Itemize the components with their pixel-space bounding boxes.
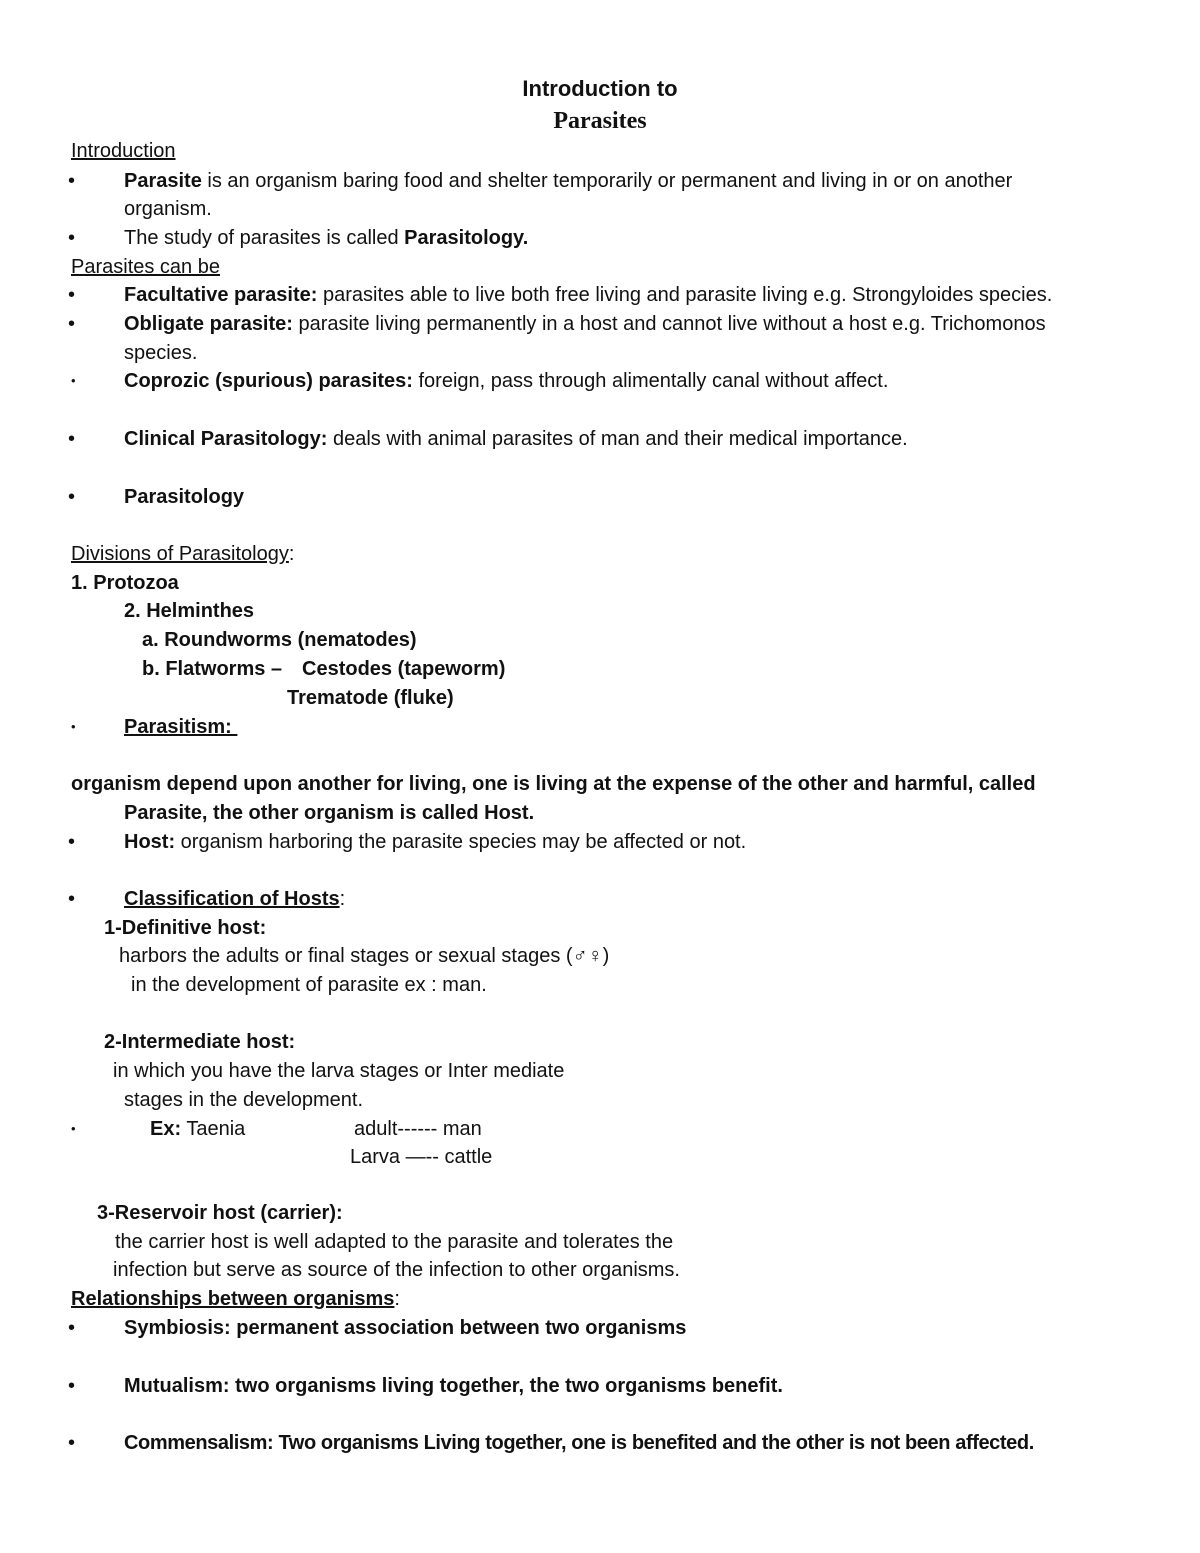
division-helminthes: 2. Helminthes [124,600,255,622]
divisions-heading [71,542,294,566]
bullet-icon: • [68,284,76,306]
bullet-icon: • [71,373,76,388]
division-cestodes: Cestodes (tapeworm) [302,658,506,680]
intermediate-host-line-1: in which you have the larva stages or Inter mediate [113,1060,565,1082]
parasite-definition-cont: organism. [124,198,212,220]
parasitism-heading: Parasitism: [124,716,238,738]
bullet-icon: • [68,1317,76,1339]
taenia-example [150,1117,245,1141]
bullet-icon: • [68,428,76,450]
relationships-heading-text: Relationships between organisms [71,1288,395,1310]
facultative-term: Facultative parasite: [124,284,318,306]
divisions-heading-text: Divisions of Parasitology [71,543,289,565]
clinical-text: deals with animal parasites of man and their medical importance. [327,428,908,450]
symbiosis-item: Symbiosis: permanent association between two organisms [124,1317,687,1339]
classification-colon: : [339,888,346,910]
definitive-host-line-2: in the development of parasite ex : man. [131,974,487,996]
division-roundworms: a. Roundworms (nematodes) [142,629,417,651]
bullet-icon: • [68,888,76,910]
parasitology-definition [124,226,528,250]
facultative-item [124,283,1052,307]
intermediate-host-line-2: stages in the development. [124,1089,364,1111]
title-line-2: Parasites [553,108,647,134]
divisions-colon: : [288,543,295,565]
bullet-icon: • [68,313,76,335]
clinical-parasitology-item [124,427,908,451]
relationships-colon: : [394,1288,400,1310]
division-flatworms: b. Flatworms – [142,658,283,680]
coprozic-item [124,369,888,393]
classification-heading-text: Classification of Hosts [124,888,340,910]
bullet-icon: • [68,170,76,192]
parasite-text: is an organism baring food and shelter temporarily or permanent and living in or on another [201,170,1013,192]
taenia-larva-host: Larva —-- cattle [350,1146,493,1168]
example-label: Ex: [150,1118,182,1140]
example-name: Taenia [181,1118,246,1140]
coprozic-term: Coprozic (spurious) parasites: [124,370,413,392]
commensalism-item: Commensalism: Two organisms Living together, one is benefited and the other is not been affected. [124,1432,1034,1454]
facultative-text: parasites able to live both free living and parasite living e.g. Strongyloides species. [317,284,1053,306]
division-protozoa: 1. Protozoa [71,572,179,594]
obligate-text: parasite living permanently in a host and cannot live without a host e.g. Trichomonos [292,313,1046,335]
reservoir-host-line-1: the carrier host is well adapted to the parasite and tolerates the [115,1231,674,1253]
host-item [124,830,746,854]
parasitology-term: Parasitology. [404,227,529,249]
bullet-icon: • [71,1121,76,1136]
host-term: Host: [124,831,176,853]
obligate-item-cont: species. [124,342,198,364]
bullet-icon: • [68,831,76,853]
parasitology-item: Parasitology [124,486,245,508]
reservoir-host-title: 3-Reservoir host (carrier): [97,1202,343,1224]
bullet-icon: • [68,1375,76,1397]
parasitism-definition-cont: Parasite, the other organism is called Host. [124,802,535,824]
bullet-icon: • [68,227,76,249]
bullet-icon: • [68,486,76,508]
coprozic-text: foreign, pass through alimentally canal without affect. [412,370,889,392]
clinical-term: Clinical Parasitology: [124,428,328,450]
title-line-1: Introduction to [522,76,678,101]
reservoir-host-line-2: infection but serve as source of the infection to other organisms. [113,1259,680,1281]
relationships-heading [71,1287,400,1311]
obligate-item [124,312,1046,336]
parasites-can-be-heading: Parasites can be [71,256,220,278]
division-trematode: Trematode (fluke) [287,687,454,709]
parasite-definition [124,169,1012,193]
mutualism-item: Mutualism: two organisms living together, the two organisms benefit. [124,1375,783,1397]
classification-heading [124,887,345,911]
parasite-term: Parasite [124,170,202,192]
taenia-adult-host: adult------ man [354,1118,482,1140]
intermediate-host-title: 2-Intermediate host: [104,1031,296,1053]
introduction-heading: Introduction [71,140,176,162]
obligate-term: Obligate parasite: [124,313,293,335]
bullet-icon: • [71,719,76,734]
parasitology-text: The study of parasites is called [124,227,405,249]
parasitism-definition: organism depend upon another for living, one is living at the expense of the other and harmful, called [71,773,1036,795]
host-text: organism harboring the parasite species may be affected or not. [175,831,747,853]
bullet-icon: • [68,1432,76,1454]
definitive-host-line-1: harbors the adults or final stages or sexual stages (♂♀) [119,945,610,967]
definitive-host-title: 1-Definitive host: [104,917,267,939]
